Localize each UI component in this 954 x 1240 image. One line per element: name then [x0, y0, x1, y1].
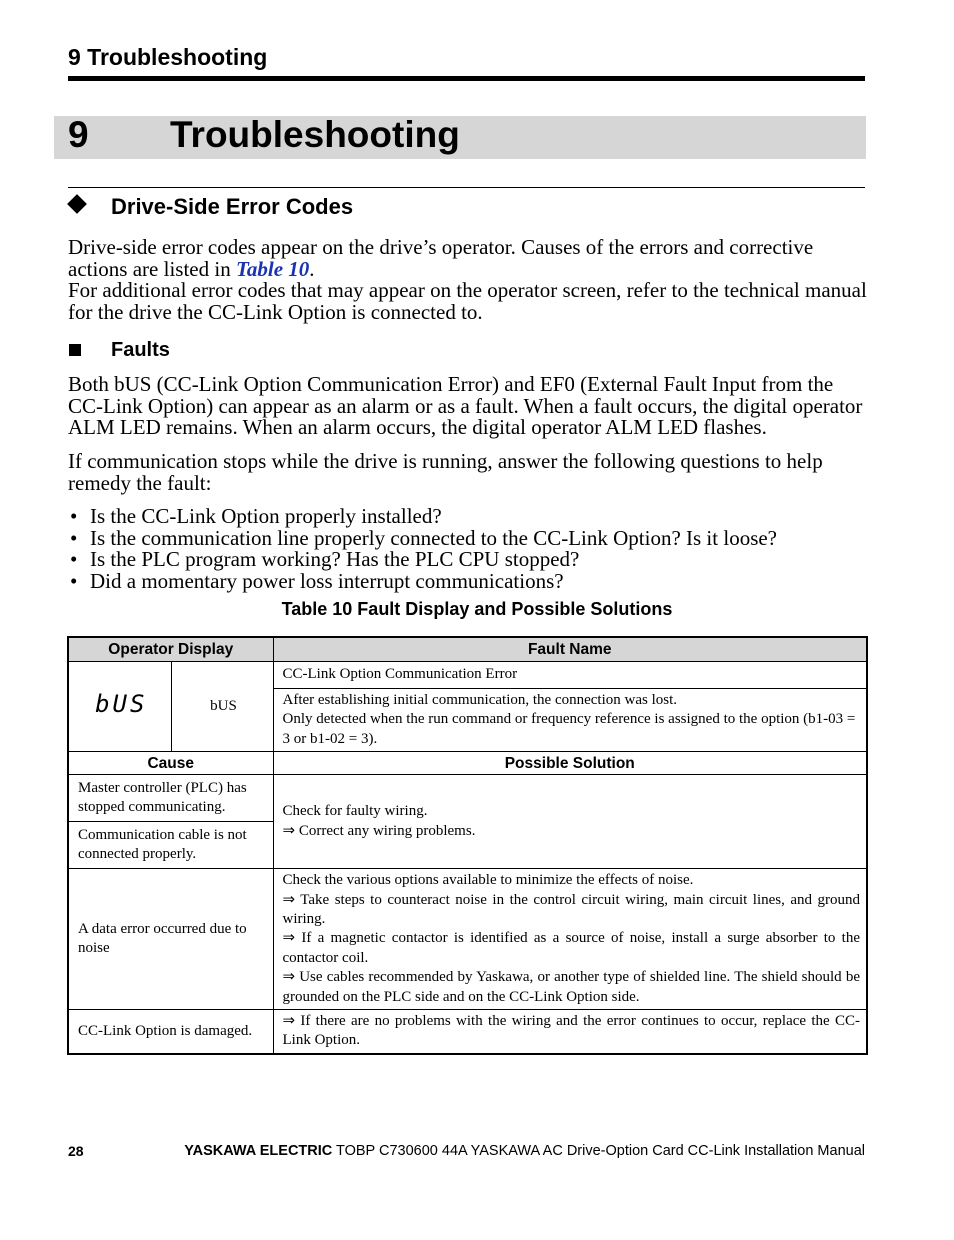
faults-paragraph: Both bUS (CC-Link Option Communication Error) and EF0 (External Fault Input from the CC-Link Option) can appear as an alarm or as a fault. When a fault occurs, the digital operator ALM LED remains. When an alarm occurs, the digital operator ALM LED flashes.	[68, 372, 863, 440]
communication-paragraph: If communication stops while the drive is running, answer the following questions to help remedy the fault:	[68, 449, 823, 495]
display-text-cell: bUS	[171, 662, 273, 752]
square-bullet-icon	[69, 344, 81, 356]
fault-table	[67, 636, 868, 1055]
seven-segment-display: bUS	[95, 689, 148, 718]
table-row	[68, 1010, 867, 1054]
solution-line: ⇒ Use cables recommended by Yaskawa, or another type of shielded line. The shield should be grounded on the PLC side and on the CC-Link Option side.	[282, 969, 860, 1005]
solution-line: ⇒ Take steps to counteract noise in the control circuit wiring, main circuit lines, and ground wiring.	[282, 891, 860, 928]
solution-line: ⇒ Correct any wiring problems.	[282, 822, 476, 839]
header-operator-display: Operator Display	[68, 637, 273, 662]
intro-line-1	[68, 237, 873, 280]
display-glyph-cell	[68, 662, 171, 752]
intro-line-2: For additional error codes that may appear on the operator screen, refer to the technical manual for the drive the CC-Link Option is connected to.	[68, 278, 867, 324]
cause-cell: A data error occurred due to noise	[68, 869, 273, 1010]
section-rule	[68, 187, 865, 188]
fault-name-cell: CC-Link Option Communication Error	[273, 662, 867, 689]
list-item: • Did a momentary power loss interrupt communications?	[70, 571, 777, 593]
header-possible-solution: Possible Solution	[273, 752, 867, 775]
solution-line: ⇒ If there are no problems with the wiring and the error continues to occur, replace the CC-Link Option.	[282, 1013, 860, 1049]
list-item: • Is the communication line properly connected to the CC-Link Option? Is it loose?	[70, 528, 777, 550]
intro-period: .	[309, 256, 315, 281]
cause-cell: Communication cable is not connected properly.	[68, 822, 273, 869]
fault-description-line: Only detected when the run command or frequency reference is assigned to the option (b1-03 = 3 or b1-02 = 3).	[282, 711, 856, 747]
solution-cell	[273, 775, 867, 869]
list-item: • Is the PLC program working? Has the PLC CPU stopped?	[70, 549, 777, 571]
table-subheader-row	[68, 752, 867, 775]
table-row	[68, 662, 867, 689]
chapter-title: Troubleshooting	[170, 114, 460, 155]
table-header-row	[68, 637, 867, 662]
fault-description-cell	[273, 689, 867, 752]
table-caption: Table 10 Fault Display and Possible Solutions	[281, 599, 673, 619]
header-rule	[68, 76, 865, 81]
intro-text: Drive-side error codes appear on the drive’s operator. Causes of the errors and corrective actions are listed in	[68, 235, 814, 281]
running-header: 9 Troubleshooting	[68, 44, 268, 70]
footer-brand: YASKAWA ELECTRIC	[184, 1143, 333, 1159]
solution-line: Check the various options available to minimize the effects of noise.	[282, 872, 694, 889]
header-fault-name: Fault Name	[273, 637, 867, 662]
list-item: • Is the CC-Link Option properly installed?	[70, 506, 777, 528]
header-cause: Cause	[68, 752, 273, 775]
page-number: 28	[68, 1143, 84, 1159]
table-10-link[interactable]: Table 10	[235, 256, 310, 281]
solution-cell	[273, 1010, 867, 1054]
checklist	[70, 506, 777, 592]
table-row	[68, 869, 867, 1010]
chapter-number: 9	[68, 114, 89, 155]
solution-line: Check for faulty wiring.	[282, 803, 428, 820]
table-row	[68, 775, 867, 822]
cause-cell: Master controller (PLC) has stopped communicating.	[68, 775, 273, 822]
diamond-bullet-icon	[67, 194, 87, 214]
footer-doc: TOBP C730600 44A YASKAWA AC Drive-Option Card CC-Link Installation Manual	[332, 1143, 865, 1159]
solution-line: ⇒ If a magnetic contactor is identified as a source of noise, install a surge absorber to the contactor coil.	[282, 930, 860, 966]
intro-paragraph	[68, 237, 873, 323]
cause-cell: CC-Link Option is damaged.	[68, 1010, 273, 1054]
solution-cell	[273, 869, 867, 1010]
section-title: Drive-Side Error Codes	[111, 194, 354, 219]
footer-document-title	[184, 1143, 865, 1159]
subsection-title: Faults	[111, 339, 170, 361]
fault-description-line: After establishing initial communication, the connection was lost.	[282, 692, 677, 708]
